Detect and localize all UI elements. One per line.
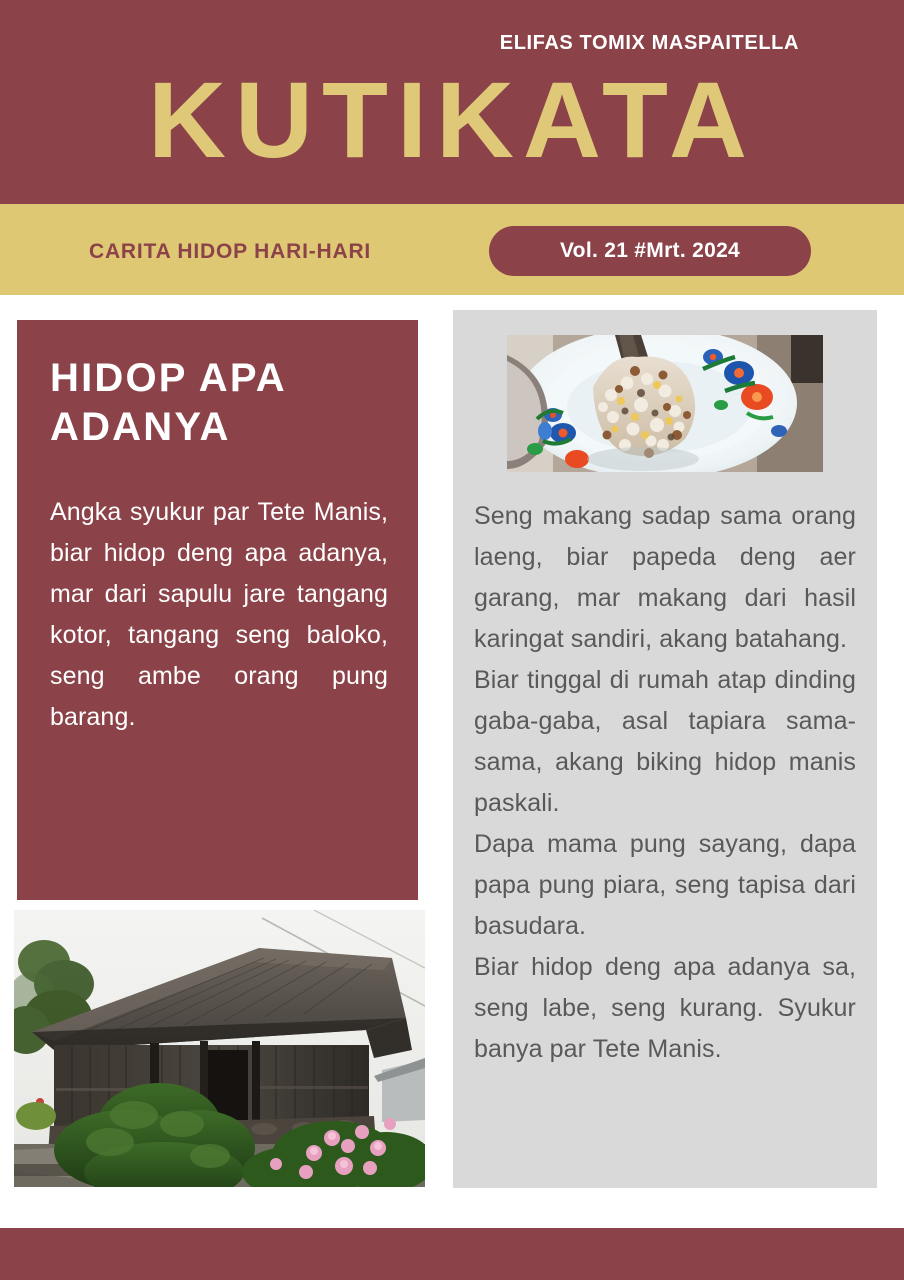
volume-badge — [489, 226, 811, 276]
left-column — [17, 320, 418, 900]
house-photo-illustration — [14, 910, 425, 1187]
right-article-body — [474, 496, 856, 1070]
body-paragraph-4: Biar hidop deng apa adanya sa, seng labe, seng kurang. Syukur banya par Tete Manis. — [474, 953, 856, 1063]
food-photo-illustration — [507, 335, 823, 472]
food-plate-photo — [507, 335, 823, 472]
publication-wordmark: KUTIKATA — [148, 59, 756, 180]
article-lead-paragraph: Angka syukur par Tete Manis, biar hidop deng apa adanya, mar dari sapulu jare tangang kotor, tangang seng baloko, seng ambe orang pung barang. — [50, 498, 388, 731]
body-paragraph-3: Dapa mama pung sayang, dapa papa pung piara, seng tapisa dari basudara. — [474, 830, 856, 940]
masthead-banner — [0, 0, 904, 204]
body-paragraph-2: Biar tinggal di rumah atap dinding gaba-gaba, asal tapiara sama-sama, akang biking hidop manis paskali. — [474, 666, 856, 817]
publication-tagline: CARITA HIDOP HARI-HARI — [89, 240, 372, 263]
body-paragraph-1: Seng makang sadap sama orang laeng, biar papeda deng aer garang, mar makang dari hasil karingat sandiri, akang batahang. — [474, 502, 856, 653]
traditional-house-photo — [14, 910, 425, 1187]
article-headline: HIDOP APA ADANYA — [50, 356, 286, 449]
right-column-panel — [453, 310, 877, 1188]
headline-card — [17, 320, 418, 900]
author-byline: ELIFAS TOMIX MASPAITELLA — [499, 32, 799, 54]
volume-badge-label: Vol. 21 #Mrt. 2024 — [559, 239, 741, 262]
footer-bar — [0, 1228, 904, 1280]
